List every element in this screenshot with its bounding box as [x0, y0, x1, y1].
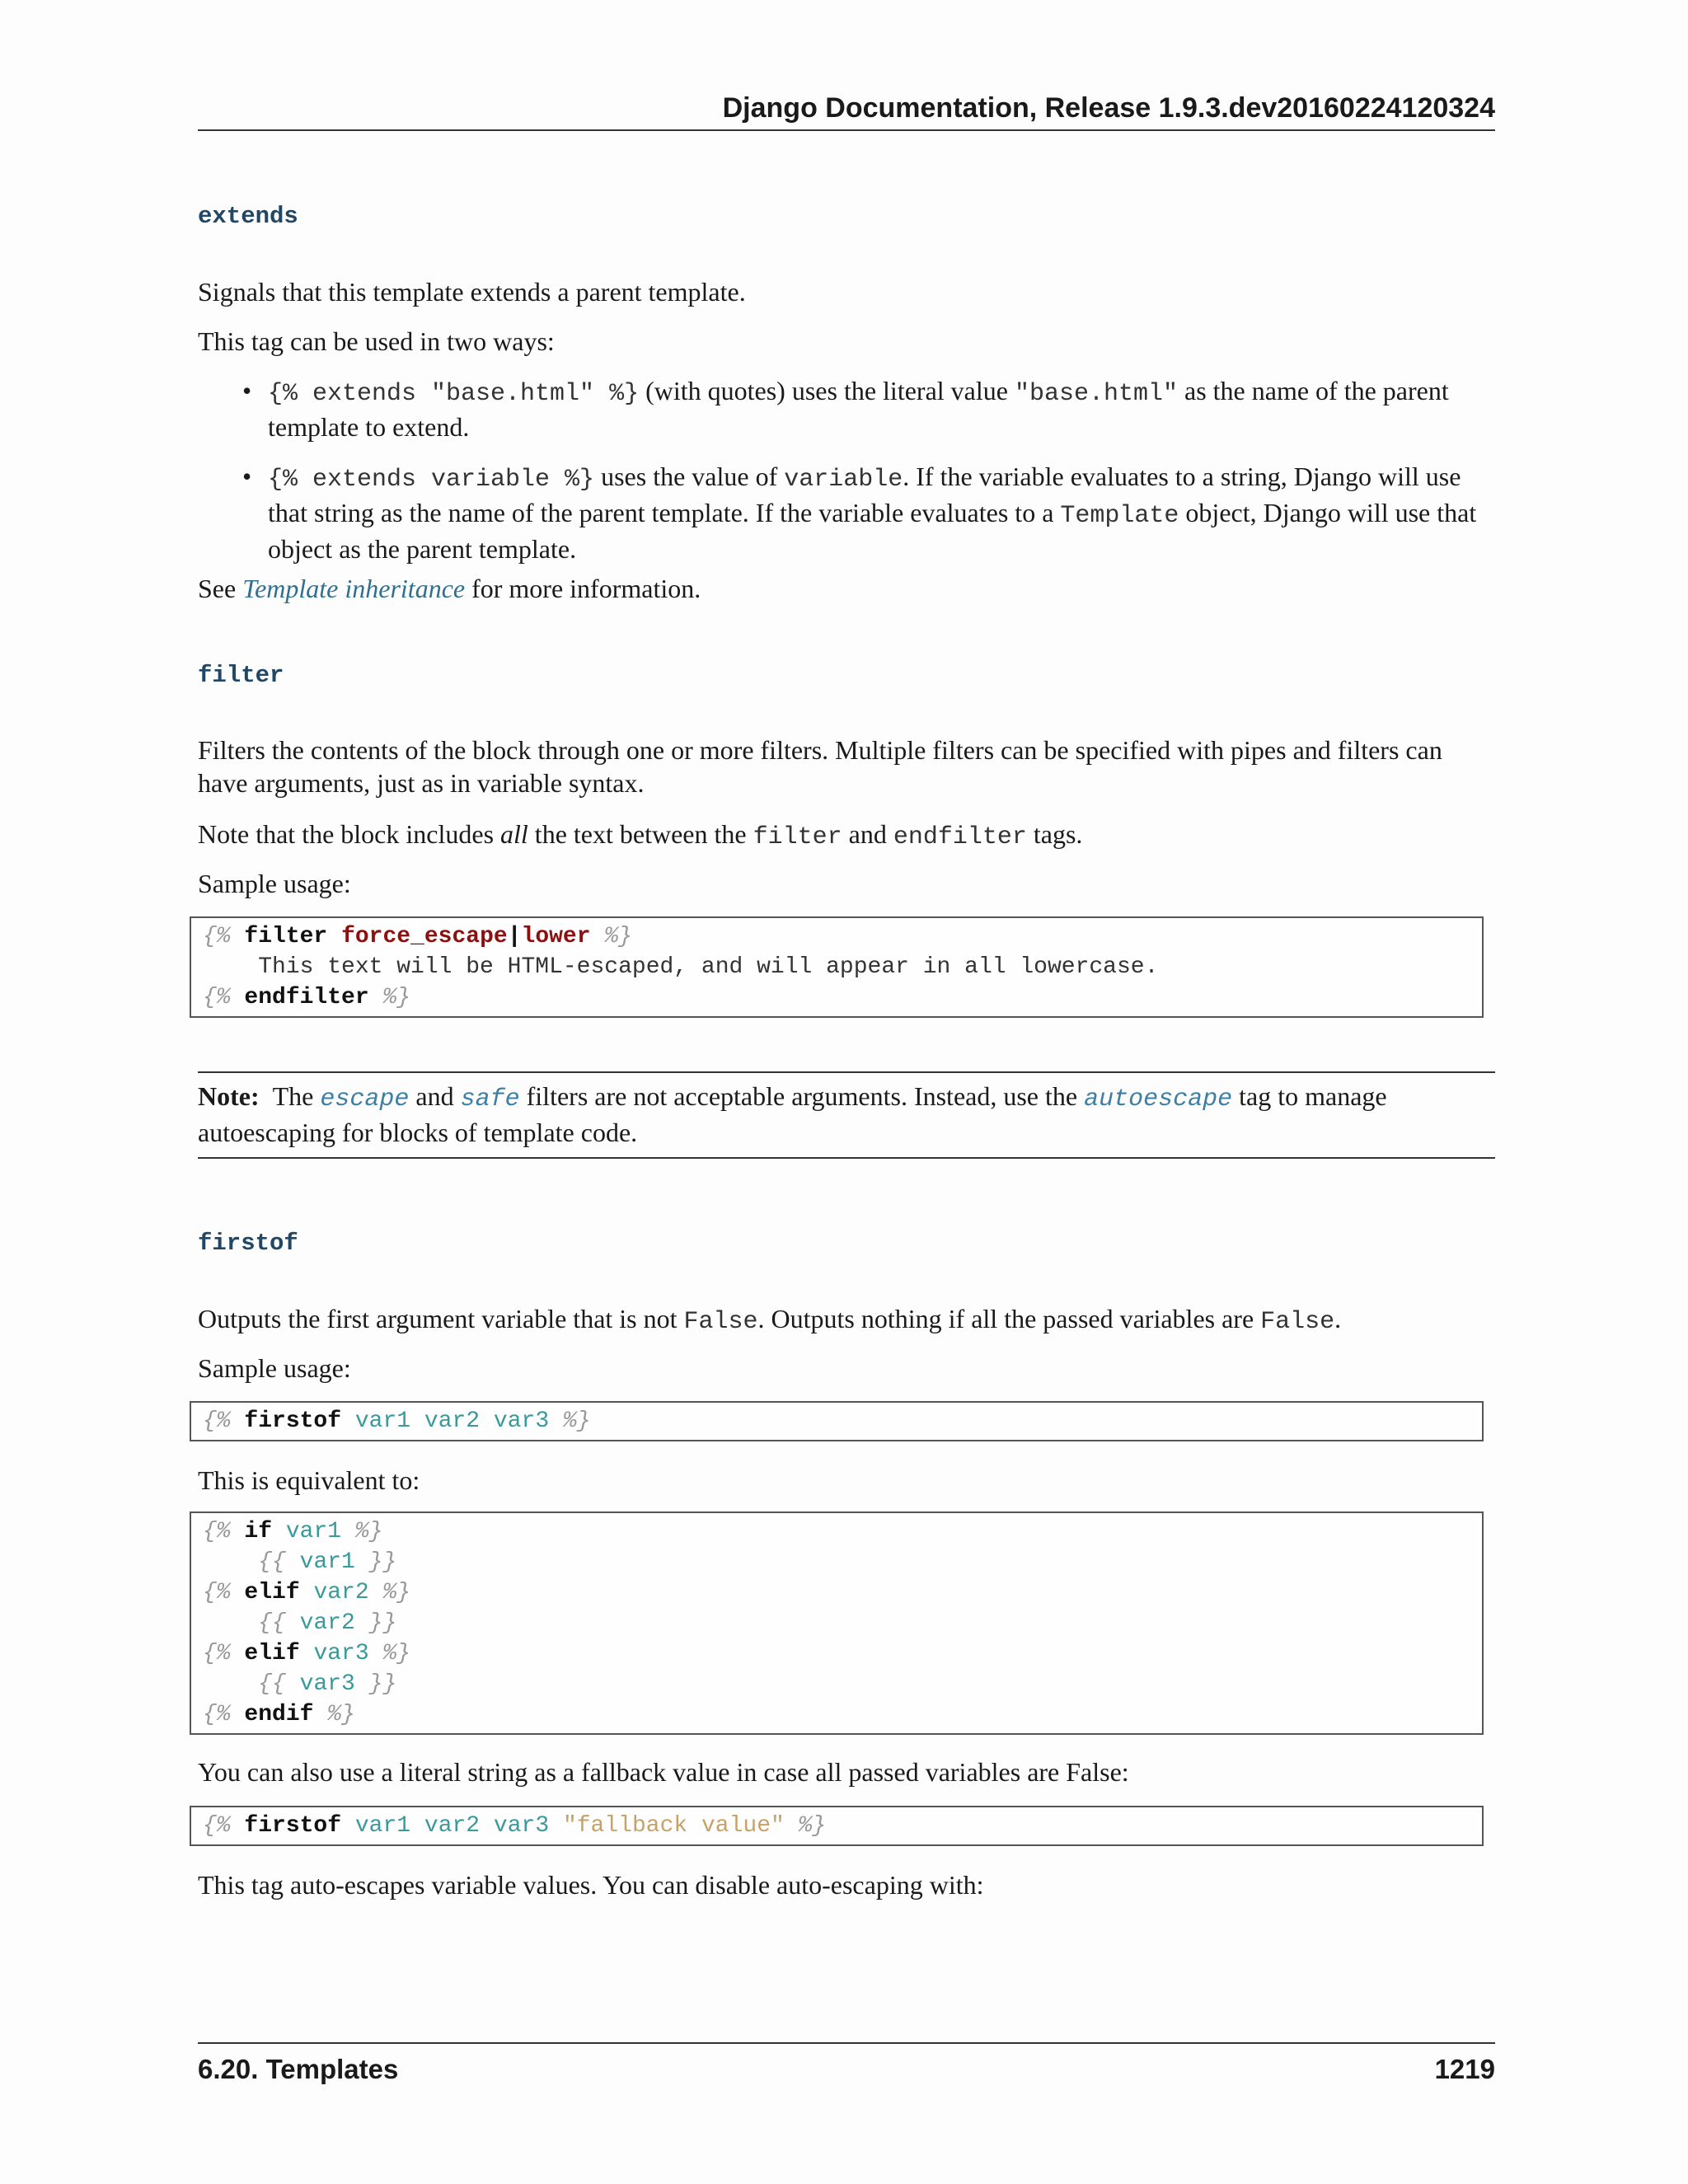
tag-delimiter: {% [203, 1641, 231, 1666]
list-item [198, 460, 1495, 565]
firstof-description [198, 1302, 1495, 1338]
template-inheritance-link[interactable]: Template inheritance [242, 574, 466, 603]
variable: var2 [424, 1813, 481, 1839]
autoescape-label: This tag auto-escapes variable values. You can disable auto-escaping with: [198, 1870, 984, 1900]
autoescape-link[interactable]: autoescape [1084, 1085, 1233, 1113]
fallback-label: You can also use a literal string as a fallback value in case all passed variables are False: [198, 1757, 1129, 1787]
variable: var3 [313, 1641, 369, 1666]
list-item [198, 374, 1495, 443]
text: object, Django will use that object as the parent template. [268, 498, 1477, 564]
firstof-sample-label: Sample usage: [198, 1353, 351, 1383]
fallback-code-block [190, 1806, 1484, 1846]
extends-usage-list [198, 374, 1495, 582]
tag-keyword: if [244, 1519, 273, 1544]
variable: var1 [354, 1408, 411, 1434]
bullet-icon: • [242, 376, 252, 405]
var-delimiter: }} [368, 1549, 397, 1575]
variable: var2 [424, 1408, 481, 1434]
tag-delimiter: %} [382, 1580, 411, 1605]
text: (with quotes) uses the literal value [639, 376, 1015, 405]
text: tag to manage autoescaping for blocks of template code. [198, 1081, 1387, 1147]
inline-code: False [683, 1308, 758, 1336]
filter-sample-label: Sample usage: [198, 869, 351, 898]
tag-delimiter: %} [382, 985, 411, 1010]
variable: var2 [313, 1580, 369, 1605]
tag-delimiter: {% [203, 1813, 231, 1839]
inline-code: {% extends variable %} [268, 466, 595, 494]
page-number: 1219 [1434, 2054, 1495, 2084]
tag-delimiter: %} [604, 924, 632, 949]
text: . [1334, 1304, 1342, 1333]
variable: var1 [354, 1813, 411, 1839]
emphasis: all [500, 819, 528, 849]
text: uses the value of [594, 462, 785, 491]
tag-keyword: firstof [244, 1813, 342, 1839]
text: . If the variable evaluates to a string, Django will use that string as the name of the parent template. If the variable evaluates to a [268, 462, 1461, 527]
string-literal: "fallback value" [562, 1813, 785, 1839]
note-label: Note: [198, 1081, 260, 1111]
text: as the name of the parent template to extend. [268, 376, 1449, 442]
text: the text between the [528, 819, 753, 849]
variable: var2 [299, 1610, 355, 1636]
inline-code: "base.html" [1014, 380, 1178, 408]
tag-keyword: filter [244, 924, 328, 949]
footer-section: 6.20. Templates [198, 2054, 399, 2084]
text: Outputs the first argument variable that is not [198, 1304, 684, 1333]
var-delimiter: }} [368, 1610, 397, 1636]
text: . Outputs nothing if all the passed variables are [757, 1304, 1261, 1333]
pipe: | [507, 924, 522, 949]
tag-keyword: firstof [244, 1408, 342, 1434]
tag-delimiter: %} [382, 1641, 411, 1666]
safe-link[interactable]: safe [460, 1085, 520, 1113]
code-text: This text will be HTML-escaped, and will appear in all lowercase. [203, 954, 1159, 980]
filter-name: force_escape [341, 924, 508, 949]
inline-code: False [1260, 1308, 1335, 1336]
tag-delimiter: %} [798, 1813, 827, 1839]
firstof-code-block [190, 1401, 1484, 1441]
running-footer [198, 2042, 1495, 2085]
tag-delimiter: {% [203, 1580, 231, 1605]
tag-keyword: endif [244, 1702, 314, 1727]
tag-delimiter: {% [203, 985, 231, 1010]
variable: var3 [493, 1408, 550, 1434]
variable: var3 [493, 1813, 550, 1839]
filter-note [198, 818, 1495, 854]
var-delimiter: {{ [258, 1549, 286, 1575]
bullet-icon: • [242, 462, 252, 491]
text: for more information. [465, 574, 701, 603]
extends-description: Signals that this template extends a parent template. [198, 277, 746, 307]
inline-code: Template [1060, 502, 1179, 530]
inline-code: variable [784, 466, 903, 494]
extends-title: extends [198, 203, 298, 230]
text: tags. [1026, 819, 1083, 849]
variable: var3 [299, 1671, 355, 1697]
tag-delimiter: %} [354, 1519, 383, 1544]
filter-name: lower [521, 924, 591, 949]
text: The [272, 1081, 321, 1111]
equivalent-code-block [190, 1511, 1484, 1735]
var-delimiter: {{ [258, 1610, 286, 1636]
tag-delimiter: {% [203, 924, 231, 949]
text: See [198, 574, 243, 603]
equivalent-label: This is equivalent to: [198, 1465, 420, 1495]
filter-code-block [190, 916, 1484, 1018]
tag-keyword: endfilter [244, 985, 369, 1010]
tag-delimiter: {% [203, 1702, 231, 1727]
tag-delimiter: %} [562, 1408, 591, 1434]
inline-code: endfilter [893, 823, 1027, 851]
firstof-title: firstof [198, 1230, 298, 1257]
filter-title: filter [198, 662, 284, 689]
text: and [842, 819, 893, 849]
tag-delimiter: %} [327, 1702, 355, 1727]
tag-keyword: elif [244, 1580, 300, 1605]
tag-delimiter: {% [203, 1408, 231, 1434]
inline-code: {% extends "base.html" %} [268, 380, 640, 408]
text: and [409, 1081, 461, 1111]
see-also [198, 572, 1495, 605]
note-box [198, 1071, 1495, 1159]
filter-description: Filters the contents of the block through one or more filters. Multiple filters can be specified with pipes and filters can have arguments, just as in variable syntax. [198, 735, 1442, 798]
variable: var1 [299, 1549, 355, 1575]
var-delimiter: {{ [258, 1671, 286, 1697]
inline-code: filter [753, 823, 842, 851]
running-header: Django Documentation, Release 1.9.3.dev20160224120324 [198, 92, 1495, 131]
variable: var1 [285, 1519, 342, 1544]
text: filters are not acceptable arguments. Instead, use the [519, 1081, 1085, 1111]
tag-delimiter: {% [203, 1519, 231, 1544]
tag-keyword: elif [244, 1641, 300, 1666]
text: Note that the block includes [198, 819, 501, 849]
extends-ways: This tag can be used in two ways: [198, 326, 555, 356]
var-delimiter: }} [368, 1671, 397, 1697]
escape-link[interactable]: escape [320, 1085, 410, 1113]
